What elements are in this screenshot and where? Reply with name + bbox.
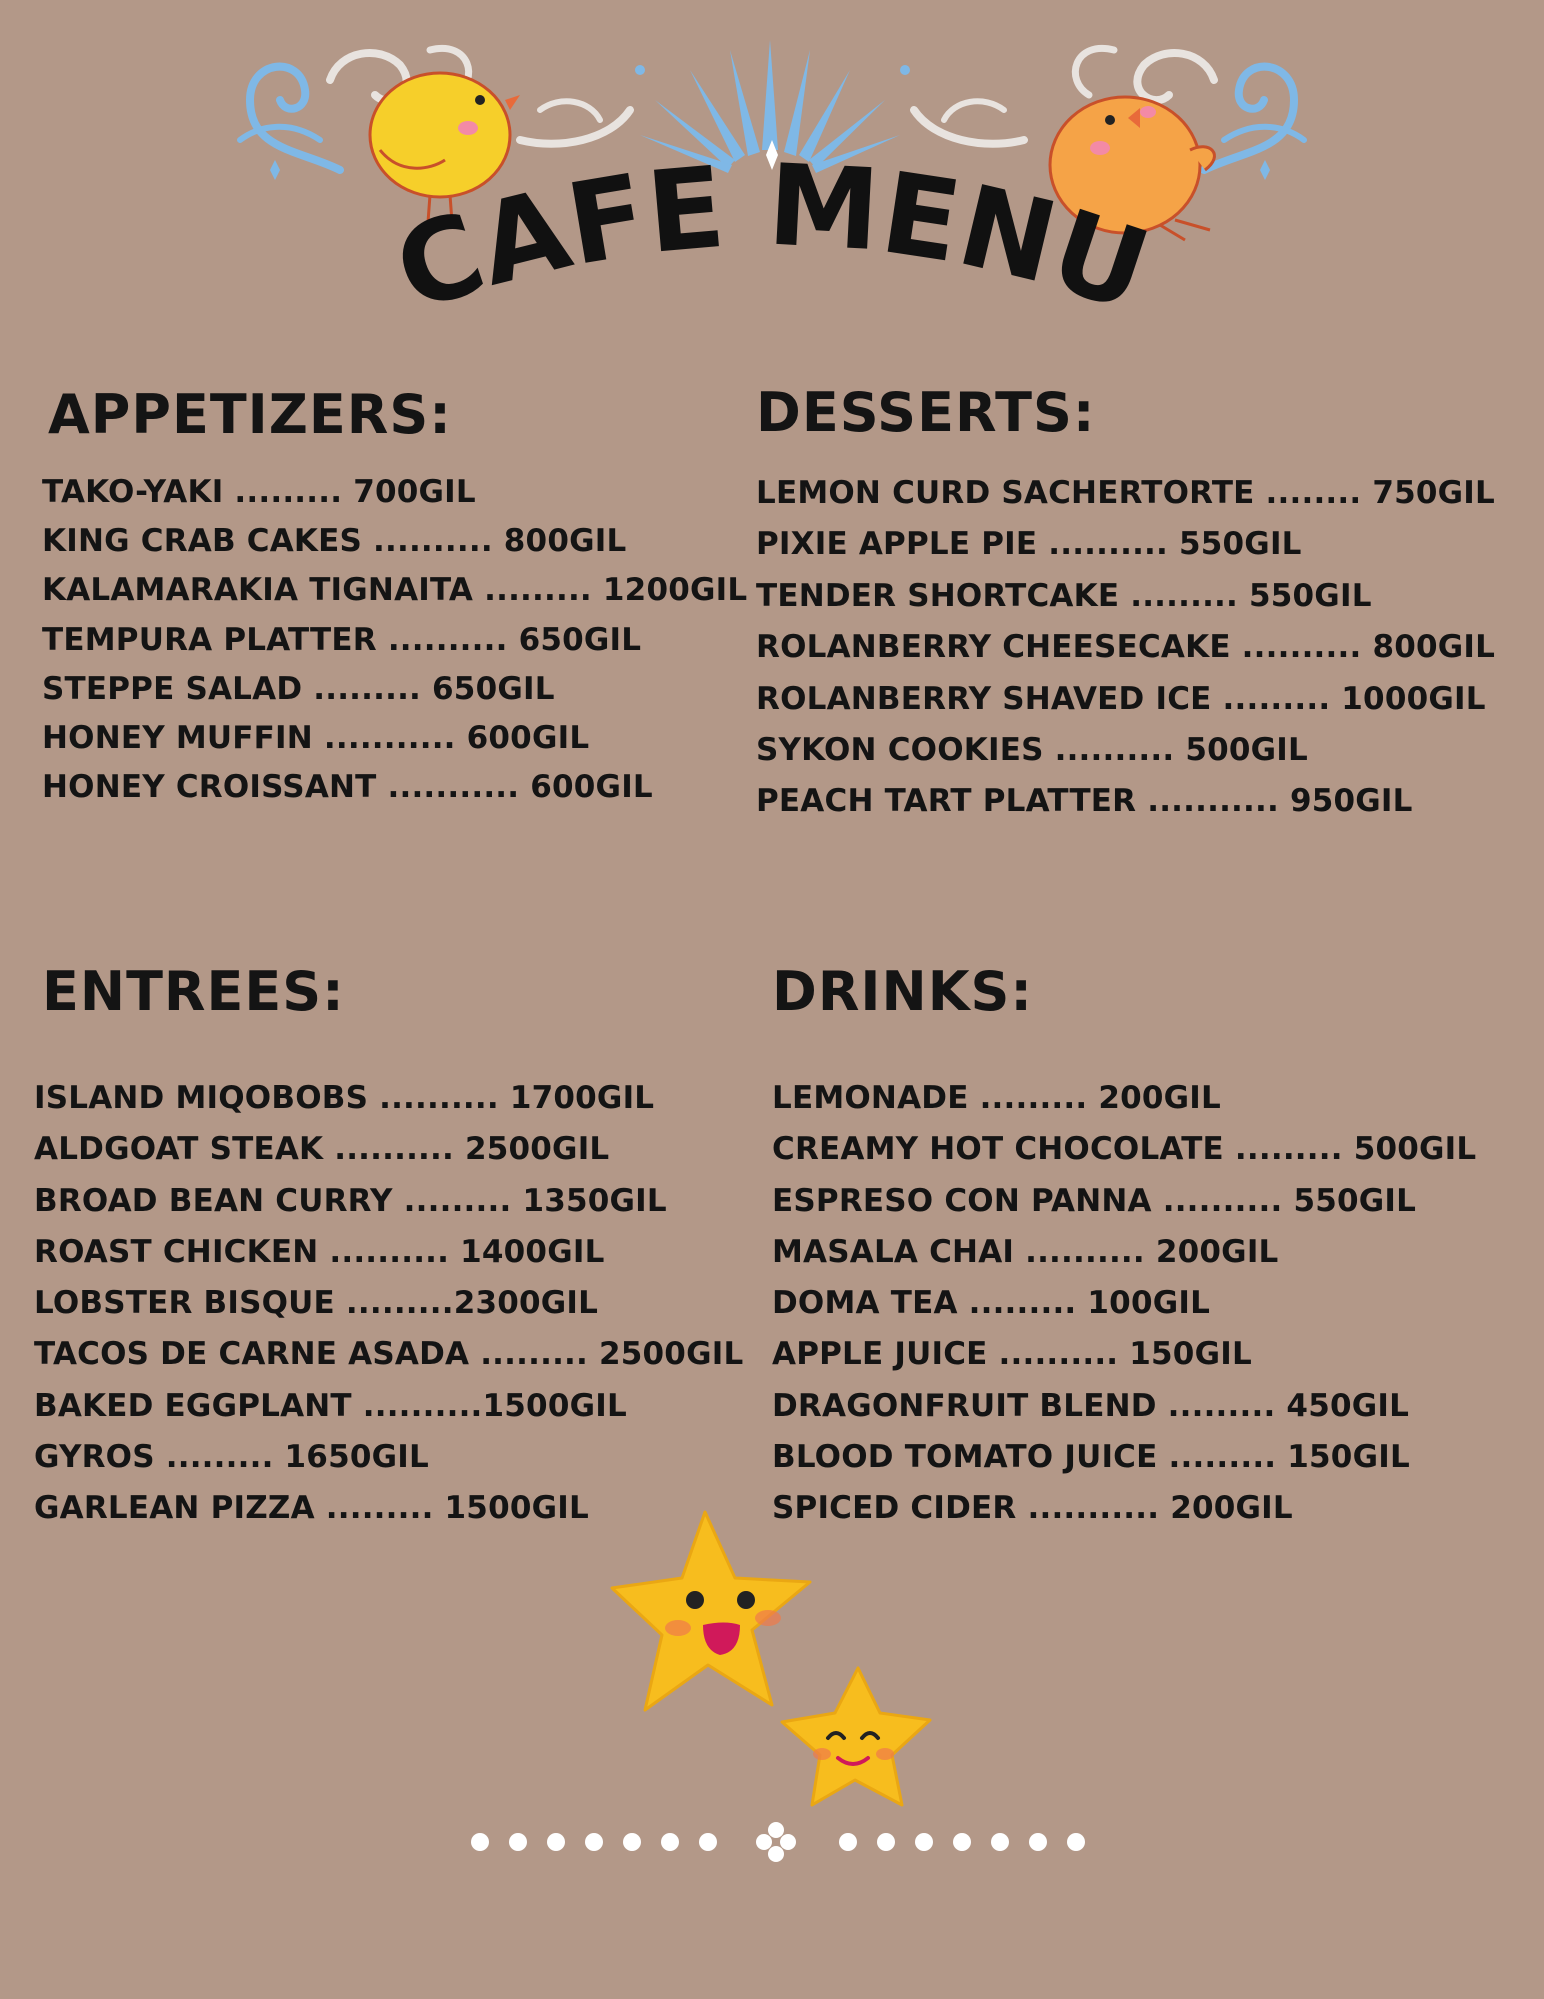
entrees-heading: ENTREES:	[42, 960, 345, 1023]
menu-item: KING CRAB CAKES .......... 800GIL	[42, 523, 627, 560]
menu-item: ROAST CHICKEN .......... 1400GIL	[34, 1233, 605, 1270]
entrees-list	[34, 1078, 743, 1540]
menu-item: PIXIE APPLE PIE .......... 550GIL	[756, 526, 1302, 563]
menu-item: APPLE JUICE .......... 150GIL	[772, 1336, 1252, 1373]
drinks-heading: DRINKS:	[772, 960, 1034, 1023]
appetizers-heading: APPETIZERS:	[48, 383, 452, 446]
menu-item: ROLANBERRY CHEESECAKE .......... 800GIL	[756, 629, 1496, 666]
menu-item: SPICED CIDER ........... 200GIL	[772, 1490, 1293, 1527]
star-face-icon	[612, 1512, 810, 1710]
menu-item: LOBSTER BISQUE .........2300GIL	[34, 1285, 599, 1322]
menu-item: ESPRESO CON PANNA .......... 550GIL	[772, 1182, 1417, 1219]
desserts-heading: DESSERTS:	[756, 381, 1096, 444]
drinks-list	[772, 1078, 1476, 1540]
menu-item: SYKON COOKIES .......... 500GIL	[756, 731, 1308, 768]
menu-item: LEMON CURD SACHERTORTE ........ 750GIL	[756, 475, 1495, 511]
menu-item: TENDER SHORTCAKE ......... 550GIL	[756, 577, 1372, 614]
menu-item: CREAMY HOT CHOCOLATE ......... 500GIL	[772, 1131, 1477, 1168]
menu-item: HONEY MUFFIN ........... 600GIL	[42, 719, 590, 756]
menu-item: TEMPURA PLATTER .......... 650GIL	[42, 621, 642, 658]
menu-item: DOMA TEA ......... 100GIL	[772, 1285, 1211, 1322]
page-title: CAFE MENU	[380, 160, 1164, 330]
menu-item: TACOS DE CARNE ASADA ......... 2500GIL	[34, 1336, 744, 1373]
menu-item: ALDGOAT STEAK .......... 2500GIL	[34, 1131, 610, 1168]
menu-item: STEPPE SALAD ......... 650GIL	[42, 670, 555, 707]
menu-item: BROAD BEAN CURRY ......... 1350GIL	[34, 1182, 667, 1219]
menu-item: KALAMARAKIA TIGNAITA ......... 1200GIL	[42, 572, 748, 609]
desserts-list	[756, 473, 1495, 833]
menu-item: DRAGONFRUIT BLEND ......... 450GIL	[772, 1387, 1410, 1424]
menu-item: TAKO-YAKI ......... 700GIL	[42, 474, 476, 510]
menu-item: LEMONADE ......... 200GIL	[772, 1080, 1221, 1116]
svg-text:CAFE MENU	[381, 160, 1164, 330]
dot-divider-icon	[460, 1815, 1100, 1875]
menu-item: MASALA CHAI .......... 200GIL	[772, 1233, 1279, 1270]
star-face-icon	[782, 1668, 930, 1805]
menu-item: BAKED EGGPLANT ..........1500GIL	[34, 1387, 627, 1424]
menu-item: ROLANBERRY SHAVED ICE ......... 1000GIL	[756, 680, 1486, 717]
menu-title	[0, 160, 1544, 330]
menu-item: ISLAND MIQOBOBS .......... 1700GIL	[34, 1080, 655, 1116]
menu-item: GYROS ......... 1650GIL	[34, 1439, 429, 1476]
menu-item: GARLEAN PIZZA ......... 1500GIL	[34, 1490, 589, 1527]
stars-illustration	[600, 1500, 940, 1830]
menu-item: BLOOD TOMATO JUICE ......... 150GIL	[772, 1439, 1410, 1476]
menu-item: PEACH TART PLATTER ........... 950GIL	[756, 783, 1413, 820]
menu-item: HONEY CROISSANT ........... 600GIL	[42, 769, 653, 806]
appetizers-list	[42, 472, 747, 816]
